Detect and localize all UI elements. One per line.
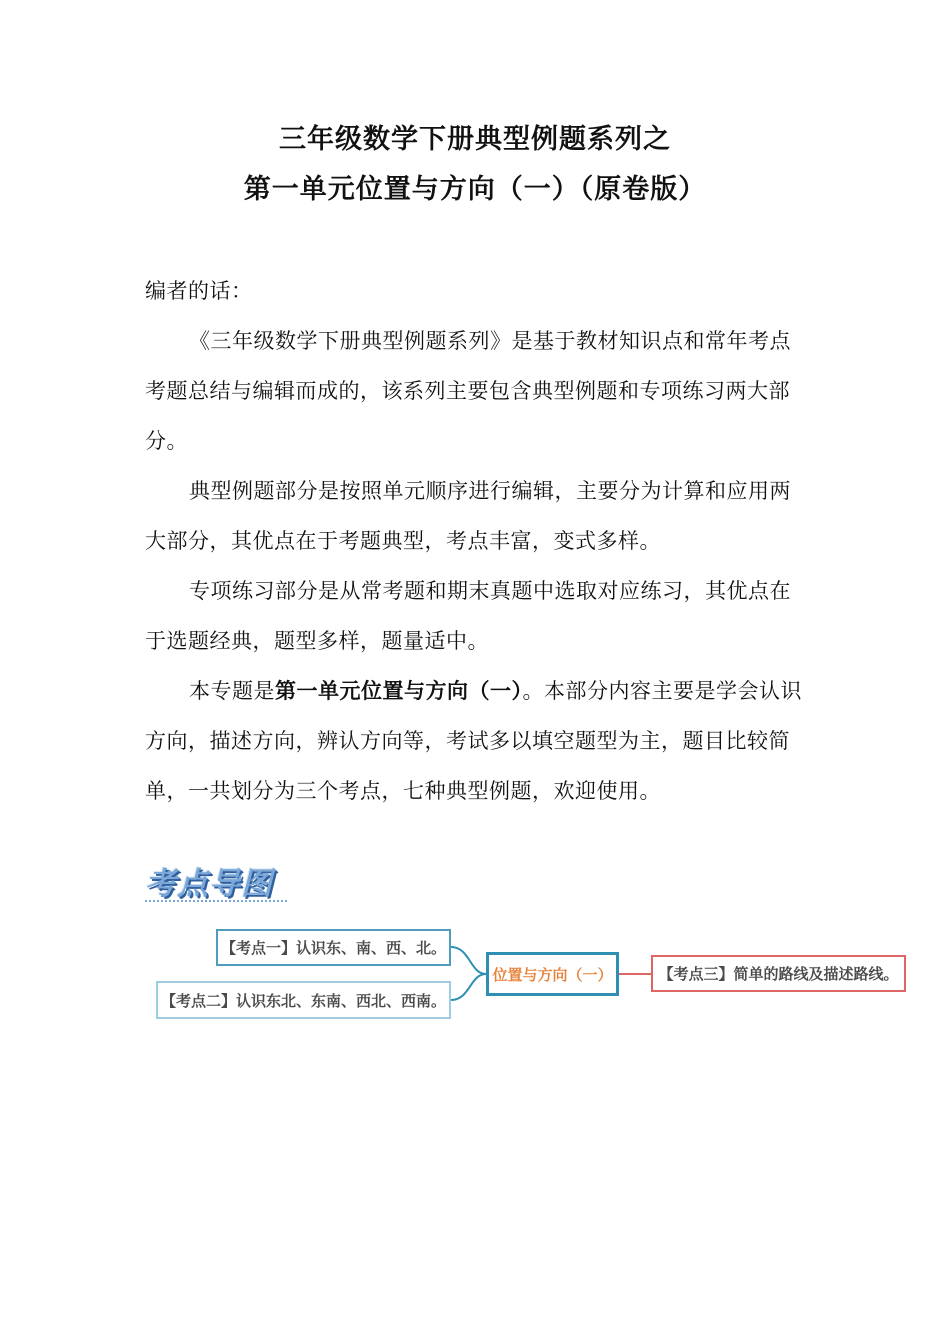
intro-paragraph-3: 专项练习部分是从常考题和期末真题中选取对应练习，其优点在于选题经典，题型多样，题量适中。 — [145, 579, 791, 653]
intro-paragraph-1: 《三年级数学下册典型例题系列》是基于教材知识点和常年考点考题总结与编辑而成的，该系列主要包含典型例题和专项练习两大部分。 — [145, 329, 791, 453]
paragraph4-suffix: 。本部分内容主要是学会认识方向，描述方向，辨认方向等，考试多以填空题型为主，题目比较简单，一共划分为三个考点，七种典型例题，欢迎使用。 — [145, 679, 802, 803]
mindmap-center-node: 位置与方向（一） — [486, 952, 619, 996]
paragraph4-topic: 第一单元位置与方向（一） — [275, 679, 523, 703]
editor-note-label: 编者的话： — [145, 279, 253, 303]
document-title-line1: 三年级数学下册典型例题系列之 — [279, 124, 671, 155]
connector-node2 — [451, 974, 486, 1000]
connector-node1 — [451, 947, 486, 974]
mindmap-node-topic1: 【考点一】认识东、南、西、北。 — [216, 929, 451, 966]
paragraph4-prefix: 本专题是 — [189, 679, 275, 703]
mindmap-node-topic2: 【考点二】认识东北、东南、西北、西南。 — [156, 981, 451, 1019]
mindmap-heading: 考点导图 — [145, 866, 273, 902]
mindmap-node-topic3: 【考点三】简单的路线及描述路线。 — [651, 955, 906, 992]
intro-paragraph-2: 典型例题部分是按照单元顺序进行编辑，主要分为计算和应用两大部分，其优点在于考题典型，考点丰富，变式多样。 — [145, 479, 791, 553]
document-title-line2: 第一单元位置与方向（一）（原卷版） — [243, 174, 707, 205]
